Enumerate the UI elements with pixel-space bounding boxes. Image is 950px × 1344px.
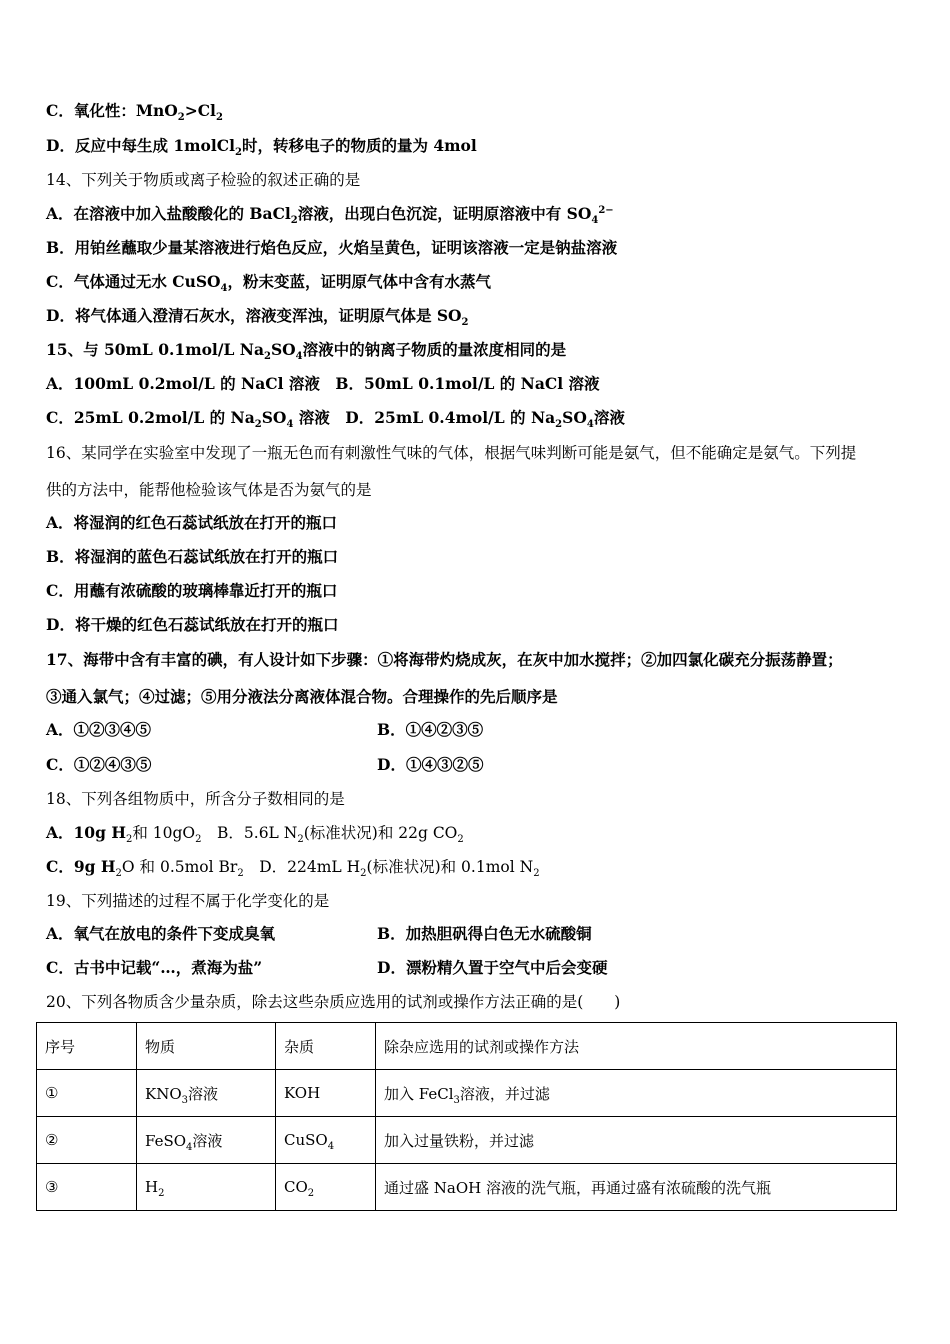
cell-method: 通过盛 NaOH 溶液的洗气瓶，再通过盛有浓硫酸的洗气瓶: [376, 1164, 897, 1211]
q15-options-cd: C．25mL 0.2mol/L 的 $Na_2SO_4$ 溶液 D．25mL 0.4mol/L 的 $Na_2SO_4$溶液: [46, 408, 625, 431]
cell-impurity: CuSO$_4$: [276, 1117, 376, 1164]
cell-no: ③: [37, 1164, 137, 1211]
cell-impurity: $CO_2$: [276, 1164, 376, 1211]
q16-option-a: A．将湿润的红色石蕊试纸放在打开的瓶口: [46, 513, 338, 532]
q20-stem: 20、下列各物质含少量杂质，除去这些杂质应选用的试剂或操作方法正确的是( ): [46, 993, 621, 1011]
q17-option-a: A．①②③④⑤: [46, 720, 152, 739]
cell-no: ①: [37, 1070, 137, 1117]
header-cell: 除杂应选用的试剂或操作方法: [376, 1023, 897, 1070]
q14-option-d: D．将气体通入澄清石灰水，溶液变浑浊，证明原气体是 $SO_2$: [46, 306, 469, 329]
q16-option-c: C．用蘸有浓硫酸的玻璃棒靠近打开的瓶口: [46, 581, 338, 600]
q16-option-d: D．将干燥的红色石蕊试纸放在打开的瓶口: [46, 615, 339, 634]
q19-option-c: C．古书中记载“…，煮海为盐”: [46, 958, 263, 977]
q13-option-d: D．反应中每生成 1molCl$_2$时，转移电子的物质的量为 4mol: [46, 136, 477, 159]
q16-stem-line2: 供的方法中，能帮他检验该气体是否为氨气的是: [46, 481, 372, 499]
q13-option-c: C．氧化性：$MnO_2>Cl_2$: [46, 101, 223, 124]
q14-option-a: A．在溶液中加入盐酸酸化的 BaCl$_2$溶液，出现白色沉淀，证明原溶液中有 $SO_4^{2-}$: [46, 204, 614, 227]
q20-table: [36, 1022, 897, 1211]
q17-stem-line1: 17、海带中含有丰富的碘，有人设计如下步骤：①将海带灼烧成灰，在灰中加水搅拌；②加四氯化碳充分振荡静置；: [46, 650, 843, 669]
q14-option-c: C．气体通过无水 CuSO$_4$，粉末变蓝，证明原气体中含有水蒸气: [46, 272, 492, 295]
cell-substance: $KNO_3$溶液: [137, 1070, 276, 1117]
cell-impurity: KOH: [276, 1070, 376, 1117]
q18-options-ab: A．10g $H_2$和 $10gO_2$ B．5.6L $N_2$(标准状况)和 22g $CO_2$: [46, 823, 464, 846]
cell-substance: FeSO$_4$溶液: [137, 1117, 276, 1164]
header-cell: 序号: [37, 1023, 137, 1070]
cell-method: 加入 FeCl$_3$溶液，并过滤: [376, 1070, 897, 1117]
q18-options-cd: C．9g $H_2O$ 和 0.5mol $Br_2$ D．224mL $H_2$(标准状况)和 0.1mol $N_2$: [46, 857, 540, 880]
table-header-row: [37, 1023, 897, 1070]
header-cell: 物质: [137, 1023, 276, 1070]
q17-option-d: D．①④③②⑤: [377, 755, 484, 774]
q14-option-b: B．用铂丝蘸取少量某溶液进行焰色反应，火焰呈黄色，证明该溶液一定是钠盐溶液: [46, 238, 618, 257]
q19-stem: 19、下列描述的过程不属于化学变化的是: [46, 892, 330, 910]
cell-method: 加入过量铁粉，并过滤: [376, 1117, 897, 1164]
q17-option-c: C．①②④③⑤: [46, 755, 152, 774]
q19-option-a: A．氧气在放电的条件下变成臭氧: [46, 924, 276, 943]
q16-option-b: B．将湿润的蓝色石蕊试纸放在打开的瓶口: [46, 547, 339, 566]
q15-options-ab: A．100mL 0.2mol/L 的 NaCl 溶液 B．50mL 0.1mol/L 的 NaCl 溶液: [46, 374, 600, 393]
q17-option-b: B．①④②③⑤: [377, 720, 484, 739]
q18-stem: 18、下列各组物质中，所含分子数相同的是: [46, 790, 345, 808]
cell-no: ②: [37, 1117, 137, 1164]
q17-stem-line2: ③通入氯气；④过滤；⑤用分液法分离液体混合物。合理操作的先后顺序是: [46, 687, 558, 706]
table-row: [37, 1117, 897, 1164]
q15-stem: 15、与 50mL 0.1mol/L $Na_2SO_4$溶液中的钠离子物质的量浓度相同的是: [46, 340, 567, 363]
table-row: [37, 1164, 897, 1211]
q19-option-d: D．漂粉精久置于空气中后会变硬: [377, 958, 608, 977]
header-cell: 杂质: [276, 1023, 376, 1070]
table-row: [37, 1070, 897, 1117]
q19-option-b: B．加热胆矾得白色无水硫酸铜: [377, 924, 592, 943]
q14-stem: 14、下列关于物质或离子检验的叙述正确的是: [46, 171, 361, 189]
q16-stem-line1: 16、某同学在实验室中发现了一瓶无色而有刺激性气味的气体，根据气味判断可能是氨气，但不能确定是氨气。下列提: [46, 444, 857, 462]
cell-substance: $H_2$: [137, 1164, 276, 1211]
